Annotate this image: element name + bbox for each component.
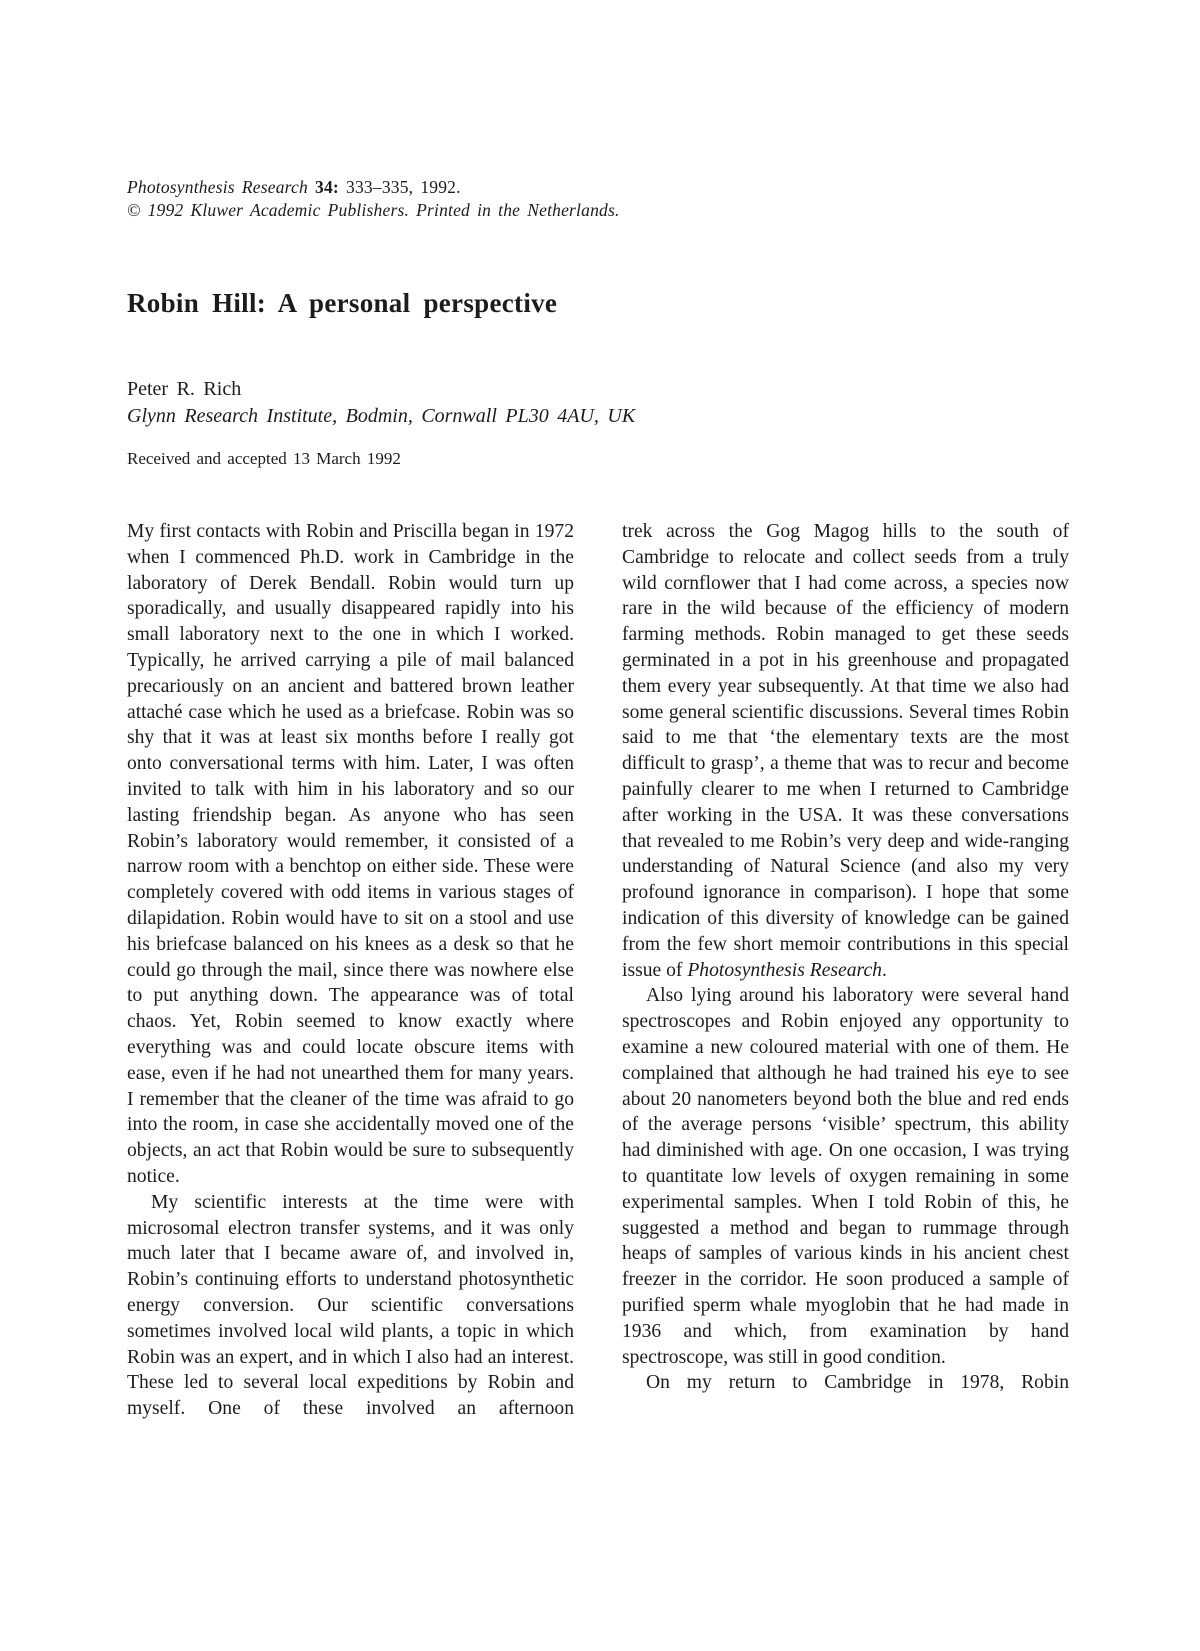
- paragraph: Also lying around his laboratory were several hand spectroscopes and Robin enjoyed any opportunity to examine a new coloured material with one of them. He complained that although he had trained his eye to see about 20 nanometers beyond both the blue and red ends of the average persons ‘visible’ spectrum, this ability had diminished with age. On one occasion, I was trying to quantitate low levels of oxygen remaining in some experimental samples. When I told Robin of this, he suggested a method and began to rummage through heaps of samples of various kinds in his ancient chest freezer in the corridor. He soon produced a sample of purified sperm whale myoglobin that he had made in 1936 and which, from examination by hand spectroscope, was still in good condition.: [622, 985, 1069, 1368]
- paragraph: My first contacts with Robin and Priscilla began in 1972 when I commenced Ph.D. work in Cambridge in the laboratory of Derek Bendall. Robin would turn up sporadically, and usually disappeared rapidly into his small laboratory next to the one in which I worked. Typically, he arrived carrying a pile of mail balanced precariously on an ancient and battered brown leather attaché case which he used as a briefcase. Robin was so shy that it was at least six months before I really got onto conversational terms with him. Later, I was often invited to talk with him in his laboratory and so our lasting friendship began. As anyone who has seen Robin’s laboratory would remember, it consisted of a narrow room with a benchtop on either side. These were completely covered with odd items in various stages of dilapidation. Robin would have to sit on a stool and use his briefcase balanced on his knees as a desk so that he could go through the mail, since there was nowhere else to put anything down. The appearance was of total chaos. Yet, Robin seemed to know exactly where everything was and could locate obscure items with ease, even if he had not unearthed them for many years. I remember that the cleaner of the time was afraid to go into the room, in case she accidentally moved one of the objects, an act that Robin would be sure to subsequently notice.: [127, 521, 574, 1187]
- journal-line: Photosynthesis Research 34: 333–335, 1992.: [127, 177, 461, 197]
- received-line: Received and accepted 13 March 1992: [127, 449, 401, 468]
- right-column: [622, 519, 1069, 1422]
- article-body: [127, 519, 1069, 1422]
- author-block: [127, 376, 1077, 430]
- author-name: Peter R. Rich: [127, 378, 242, 400]
- journal-header: [127, 176, 1077, 221]
- paragraph: On my return to Cambridge in 1978, Robin: [646, 1372, 1069, 1394]
- copyright-line: © 1992 Kluwer Academic Publishers. Printed in the Netherlands.: [127, 199, 620, 220]
- author-affiliation: Glynn Research Institute, Bodmin, Cornwall PL30 4AU, UK: [127, 405, 636, 427]
- paragraph: trek across the Gog Magog hills to the south of Cambridge to relocate and collect seeds from a truly wild cornflower that I had come across, a species now rare in the wild because of the efficiency of modern farming methods. Robin managed to get these seeds germinated in a pot in his greenhouse and propagated them every year subsequently. At that time we also had some general scientific discussions. Several times Robin said to me that ‘the elementary texts are the most difficult to grasp’, a theme that was to recur and become painfully clearer to me when I returned to Cambridge after working in the USA. It was these conversations that revealed to me Robin’s very deep and wide-ranging understanding of Natural Science (and also my very profound ignorance in comparison). I hope that some indication of this diversity of knowledge can be gained from the few short memoir contributions in this special issue of Photosynthesis Research.: [622, 521, 1069, 981]
- left-column: [127, 519, 574, 1422]
- article-title: Robin Hill: A personal perspective: [127, 288, 558, 318]
- paragraph: My scientific interests at the time were with microsomal electron transfer systems, and it was only much later that I became aware of, and involved in, Robin’s continuing efforts to understand photosynthetic energy conversion. Our scientific conversations sometimes involved local wild plants, a topic in which Robin was an expert, and in which I also had an interest. These led to several local expeditions by Robin and myself. One of these involved an afternoon: [127, 1191, 574, 1420]
